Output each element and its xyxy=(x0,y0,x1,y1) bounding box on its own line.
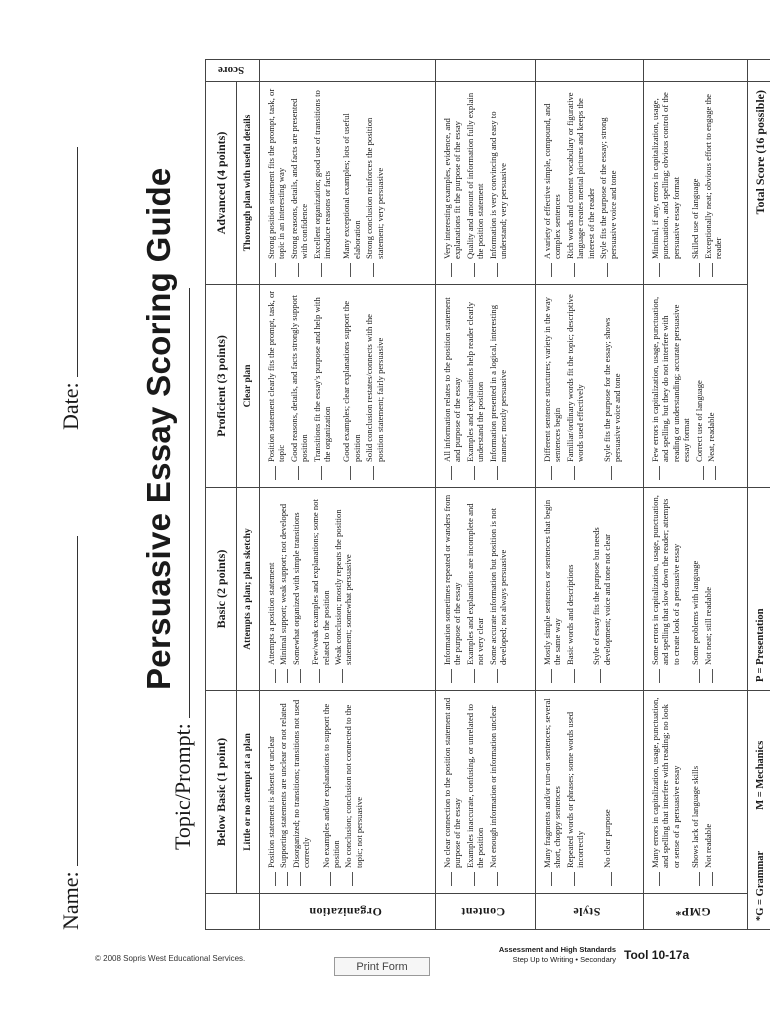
criteria-cell xyxy=(260,82,436,285)
criterion-item: Rich words and content vocabulary or figurative language creates mental pictures and keeps the interest of the reader xyxy=(565,87,596,279)
criterion-item: Supporting statements are unclear or not related xyxy=(278,696,288,888)
date-field xyxy=(58,147,84,430)
criterion-item: Examples and explanations help reader clearly understand the position xyxy=(465,290,486,482)
criterion-item: Information presented in a logical, interesting manner; mostly persuasive xyxy=(488,290,509,482)
score-cell-gmp[interactable] xyxy=(644,60,748,82)
criteria-cell xyxy=(644,488,748,691)
criteria-cell xyxy=(436,285,536,488)
criterion-item: Transitions fit the essay's purpose and help with the organization xyxy=(312,290,333,482)
date-label: Date: xyxy=(58,382,83,430)
row-label-text: Content xyxy=(460,905,506,919)
print-form-button[interactable]: Print Form xyxy=(334,957,430,976)
rotated-page xyxy=(50,60,767,930)
column-header-row xyxy=(206,60,237,930)
row-label-text: Organization xyxy=(308,905,382,919)
criteria-cell xyxy=(644,285,748,488)
criterion-item: Many errors in capitalization, usage, punctuation, and spelling that interfere with reading; no look or sense of a persuasive essay xyxy=(650,696,681,888)
page-title: Persuasive Essay Scoring Guide xyxy=(140,167,177,690)
criterion-item: Style of essay fits the purpose but needs development; voice and tone not clear xyxy=(591,493,612,685)
row-label-content xyxy=(436,894,536,930)
criterion-item: Correct use of language xyxy=(694,290,704,482)
criterion-item: Not enough information or information unclear xyxy=(488,696,498,888)
spacer xyxy=(584,493,591,685)
row-label-text: Style xyxy=(573,905,601,919)
criterion-item: Weak conclusion; mostly repeats the position statement; somewhat persuasive xyxy=(333,493,354,685)
spacer xyxy=(683,87,690,279)
criterion-item: Attempts a position statement xyxy=(266,493,276,685)
col-sub-basic: Attempts a plan; plan sketchy xyxy=(237,488,260,691)
row-organization xyxy=(260,60,436,930)
column-subheader-row xyxy=(237,60,260,930)
criterion-item: Somewhat organized with simple transitions xyxy=(291,493,301,685)
spacer xyxy=(588,696,595,888)
criterion-item: Few errors in capitalization, usage, punctuation, and spelling, but they do not interfere with reading or understanding; accurate persuasive essay format xyxy=(650,290,692,482)
row-gmp xyxy=(644,60,748,930)
criterion-item: Examples inaccurate, confusing, or unrelated to the position xyxy=(465,696,486,888)
criteria-cell xyxy=(536,488,644,691)
criterion-item: Skilled use of language xyxy=(690,87,700,279)
score-cell-style[interactable] xyxy=(536,60,644,82)
spacer xyxy=(588,290,595,482)
criterion-item: Excellent organization; good use of transitions to introduce reasons or facts xyxy=(312,87,333,279)
topic-blank[interactable] xyxy=(189,288,190,718)
scoring-table xyxy=(205,59,770,930)
criterion-item: Solid conclusion restates/connects with the position statement; fairly persuasive xyxy=(364,290,385,482)
col-header-advanced: Advanced (4 points) xyxy=(206,82,237,285)
copyright-text: © 2008 Sopris West Educational Services. xyxy=(95,954,246,963)
col-sub-proficient: Clear plan xyxy=(237,285,260,488)
criterion-item: Many exceptional examples; lots of useful elaboration xyxy=(341,87,362,279)
col-sub-below-basic: Little or no attempt at a plan xyxy=(237,691,260,894)
score-header xyxy=(206,60,260,82)
criteria-cell xyxy=(644,691,748,894)
spacer xyxy=(303,493,310,685)
legend-grammar: *G = Grammar xyxy=(754,851,766,921)
topic-field xyxy=(170,288,196,850)
score-header-label: Score xyxy=(217,64,245,77)
criterion-item: No clear purpose xyxy=(602,696,612,888)
criterion-item: Some accurate information but position is not developed; not always persuasive xyxy=(488,493,509,685)
criterion-item: Style fits the purpose for the essay; shows persuasive voice and tone xyxy=(602,290,623,482)
criterion-item: Many fragments and/or run-on sentences; several short, choppy sentences xyxy=(542,696,563,888)
criterion-item: Not readable xyxy=(703,696,713,888)
criterion-item: Neat, readable xyxy=(706,290,716,482)
criterion-item: Position statement is absent or unclear xyxy=(266,696,276,888)
criterion-item: No conclusion; conclusion not connected to the topic; not persuasive xyxy=(343,696,364,888)
criterion-item: Strong reasons, details, and facts are presented with confidence xyxy=(289,87,310,279)
criterion-item: No examples and/or explanations to support the position xyxy=(321,696,342,888)
criteria-cell xyxy=(536,285,644,488)
score-cell-content[interactable] xyxy=(436,60,536,82)
criterion-item: Not neat; still readable xyxy=(703,493,713,685)
criterion-item: Strong conclusion reinforces the position statement; very persuasive xyxy=(364,87,385,279)
criteria-cell xyxy=(260,488,436,691)
row-content xyxy=(436,60,536,930)
row-label-organization xyxy=(260,894,436,930)
criterion-item: Disorganized; no transitions; transitions not used correctly xyxy=(291,696,312,888)
col-header-basic: Basic (2 points) xyxy=(206,488,237,691)
score-cell-organization[interactable] xyxy=(260,60,436,82)
name-blank[interactable] xyxy=(77,536,78,866)
spacer xyxy=(683,493,690,685)
criterion-item: Minimal support; weak support; not developed xyxy=(278,493,288,685)
criterion-item: Good examples; clear explanations support the position xyxy=(341,290,362,482)
name-label: Name: xyxy=(58,871,83,930)
name-field xyxy=(58,536,84,930)
criterion-item: Information is very convincing and easy to understand; very persuasive xyxy=(488,87,509,279)
criteria-cell xyxy=(436,488,536,691)
criterion-item: Quality and amount of information fully explain the position statement xyxy=(465,87,486,279)
criterion-item: No clear connection to the position statement and purpose of the essay xyxy=(442,696,463,888)
spacer xyxy=(577,493,584,685)
criterion-item: Strong position statement fits the prompt, task, or topic in an interesting way xyxy=(266,87,287,279)
criterion-item: Familiar/ordinary words fit the topic; descriptive words used effectively xyxy=(565,290,586,482)
criterion-item: Basic words and descriptions xyxy=(565,493,575,685)
col-header-below-basic: Below Basic (1 point) xyxy=(206,691,237,894)
criterion-item: Minimal, if any, errors in capitalization, usage, punctuation, and spelling; obvious control of the persuasive essay format xyxy=(650,87,681,279)
row-label-text: GMP* xyxy=(675,905,711,919)
criterion-item: A variety of effective simple, compound, and complex sentences xyxy=(542,87,563,279)
criteria-cell xyxy=(260,691,436,894)
criterion-item: All information relates to the position statement and purpose of the essay xyxy=(442,290,463,482)
date-blank[interactable] xyxy=(77,147,78,377)
row-label-gmp xyxy=(644,894,748,930)
criterion-item: Some errors in capitalization, usage, punctuation, and spelling that slow down the reader; attempts to create look of a persuasive essay xyxy=(650,493,681,685)
topic-label: Topic/Prompt: xyxy=(170,723,195,850)
series-title: Assessment and High Standards xyxy=(498,945,616,954)
criterion-item: Very interesting examples, evidence, and explanations fit the purpose of the essay xyxy=(442,87,463,279)
criteria-cell xyxy=(536,691,644,894)
col-header-proficient: Proficient (3 points) xyxy=(206,285,237,488)
criterion-item: Exceptionally neat; obvious effort to engage the reader xyxy=(703,87,724,279)
criteria-cell xyxy=(260,285,436,488)
legend-cell xyxy=(748,691,770,930)
criterion-item: Some problems with language xyxy=(690,493,700,685)
row-label-style xyxy=(536,894,644,930)
footer-row xyxy=(748,60,770,930)
criterion-item: Mostly simple sentences or sentences that begin the same way xyxy=(542,493,563,685)
col-sub-advanced: Thorough plan with useful details xyxy=(237,82,260,285)
criterion-item: Different sentence structures; variety in the way sentences begin xyxy=(542,290,563,482)
legend-presentation: P = Presentation xyxy=(748,488,770,691)
criterion-item: Information sometimes repeated or wanders from the purpose of the essay xyxy=(442,493,463,685)
criteria-cell xyxy=(536,82,644,285)
total-score-cell[interactable] xyxy=(748,60,770,82)
criterion-item: Repeated words or phrases; some words used incorrectly xyxy=(565,696,586,888)
spacer xyxy=(683,696,690,888)
spacer xyxy=(595,290,602,482)
criterion-item: Position statement clearly fits the prompt, task, or topic xyxy=(266,290,287,482)
criteria-cell xyxy=(436,82,536,285)
criterion-item: Few/weak examples and explanations; some not related to the position xyxy=(310,493,331,685)
spacer xyxy=(314,696,321,888)
criterion-item: Style fits the purpose of the essay; strong persuasive voice and tone xyxy=(598,87,619,279)
criteria-cell xyxy=(436,691,536,894)
criterion-item: Good reasons, details, and facts strongly support position xyxy=(289,290,310,482)
row-style xyxy=(536,60,644,930)
spacer xyxy=(595,696,602,888)
tool-label: Tool 10-17a xyxy=(624,948,690,962)
spacer xyxy=(334,87,341,279)
criterion-item: Shows lack of language skills xyxy=(690,696,700,888)
corner-cell xyxy=(206,894,260,930)
criterion-item: Examples and explanations are incomplete and not very clear xyxy=(465,493,486,685)
spacer xyxy=(334,290,341,482)
criteria-cell xyxy=(644,82,748,285)
total-score-label: Total Score (16 possible) xyxy=(748,82,770,488)
legend-mechanics: M = Mechanics xyxy=(754,740,766,810)
series-subtitle: Step Up to Writing • Secondary xyxy=(512,955,616,964)
